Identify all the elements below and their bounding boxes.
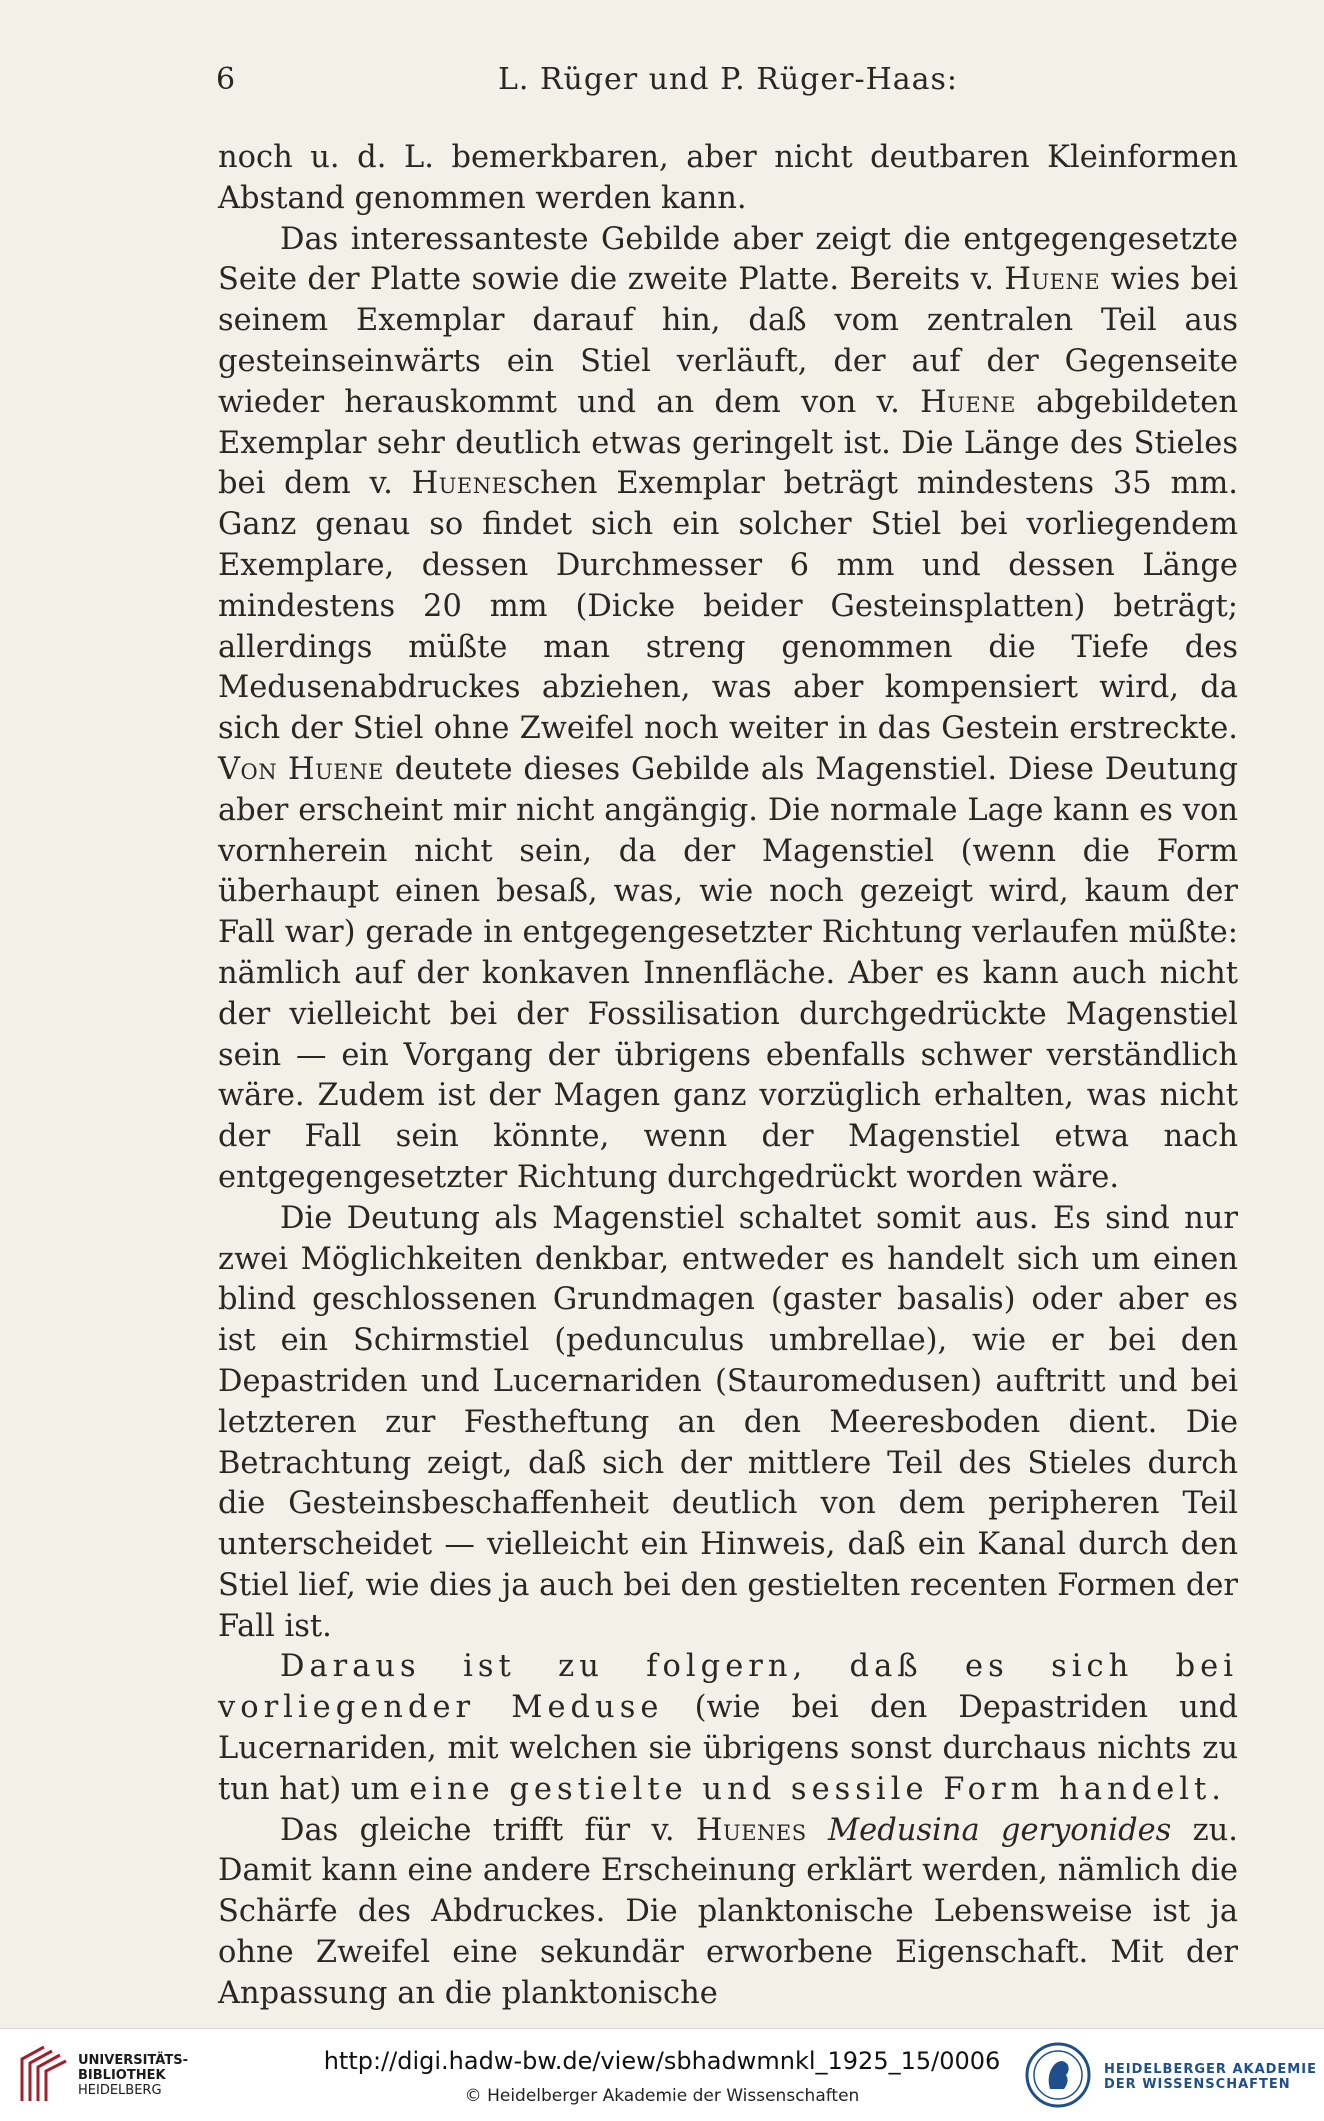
author-prefix-von: Von (218, 751, 278, 787)
p2-text-d: schen Exemplar beträgt mindestens 35 mm. Ganz genau so findet sich ein solcher Stiel bei vorliegendem Exemplare, dessen Durchmesser 6 mm und dessen Länge mindestens 20 mm (Dicke beider Gesteinsplatten) beträgt; allerdings müßte man streng genommen die Tiefe des Medusenabdruckes abziehen, was aber kompensiert wird, da sich der Stiel ohne Zweifel noch weiter in das Gestein erstreckte. (218, 466, 1238, 747)
author-name-huene: Huene (1004, 262, 1101, 298)
footer-bar (0, 2028, 1324, 2121)
species-name: Medusina geryonides (827, 1812, 1172, 1848)
page-header (216, 62, 1240, 110)
permalink-url[interactable]: http://digi.hadw-bw.de/view/sbhadwmnkl_1925_15/0006 (323, 2047, 1001, 2075)
p5-genitive-s: s (791, 1812, 807, 1848)
library-name-line2: BIBLIOTHEK (78, 2068, 166, 2083)
academy-name (1104, 2062, 1317, 2092)
p2-text-a: Das interessanteste Gebilde aber zeigt die entgegengesetzte Seite der Platte sowie die zweite Platte. Bereits v. (218, 221, 1238, 298)
paragraph-3-text: Die Deutung als Magenstiel schaltet somit aus. Es sind nur zwei Möglichkeiten denkbar, entweder es handelt sich um einen blind geschlossenen Grundmagen (gaster basalis) oder aber es ist ein Schirmstiel (pedunculus umbrellae), wie er bei den Depastriden und Lucernariden (Stauromedusen) auftritt und bei letzteren zur Festheftung an den Meeresboden dient. Die Betrachtung zeigt, daß sich der mittlere Teil des Stieles durch die Gesteinsbeschaffenheit deutlich von dem peripheren Teil unterscheidet — vielleicht ein Hinweis, daß ein Kanal durch den Stiel lief, wie dies ja auch bei den gestielten recenten Formen der Fall ist. (218, 1200, 1238, 1644)
academy-name-line2: DER WISSENSCHAFTEN (1104, 2077, 1291, 2092)
p2-text-b: wies bei seinem Exemplar darauf hin, daß vom zentralen Teil aus gesteinseinwärts ein Stiel verläuft, der auf der Gegenseite wieder herauskommt und an dem von v. (218, 262, 1238, 420)
copyright-notice: © Heidelberger Akademie der Wissenschaften (464, 2086, 860, 2106)
p2-text-e: deutete dieses Gebilde als Magenstiel. Diese Deutung aber erscheint mir nicht angängig. Die normale Lage kann es von vornherein nicht sein, da der Magenstiel (wenn die Form überhaupt einen besaß, was, wie noch gezeigt wird, kaum der Fall war) gerade in entgegengesetzter Richtung verlaufen müßte: nämlich auf der konkaven Innenfläche. Aber es kann auch nicht der vielleicht bei der Fossilisation durchgedrückte Magenstiel sein — ein Vorgang der übrigens ebenfalls schwer verständlich wäre. Zudem ist der Magen ganz vorzüglich erhalten, was nicht der Fall sein könnte, wenn der Magenstiel etwa nach entgegengesetzter Richtung durchgedrückt worden wäre. (218, 751, 1239, 1195)
paragraph-1-text: noch u. d. L. bemerkbaren, aber nicht deutbaren Kleinformen Abstand genommen werden kann. (218, 140, 1238, 216)
paragraph-1 (218, 138, 1238, 220)
p4-spaced-text-a: Daraus ist zu folgern, daß es sich bei vorliegender Meduse (218, 1649, 1238, 1726)
author-name-huene: Huene (920, 384, 1016, 420)
p4-spaced-text-c: eine gestielte und sessile Form handelt. (409, 1771, 1226, 1807)
academy-seal-icon (1024, 2039, 1092, 2111)
p2-text-c: abgebildeten Exemplar sehr deutlich etwas geringelt ist. Die Länge des Stieles bei dem v. (218, 384, 1238, 502)
p4-text-b: (wie bei den Depastriden und Lucernariden, mit welchen sie übrigens sonst durchaus nichts zu tun hat) um (218, 1690, 1238, 1807)
paragraph-2 (218, 220, 1238, 1199)
academy-name-line1: HEIDELBERGER AKADEMIE (1104, 2062, 1317, 2077)
paragraph-5 (218, 1811, 1238, 2015)
author-name-huene: Huene (695, 1812, 792, 1848)
library-name-line1: UNIVERSITÄTS- (78, 2053, 188, 2068)
author-name-huene: Huene (411, 466, 508, 502)
running-title: L. Rüger und P. Rüger-Haas: (497, 62, 959, 97)
library-name-line3: HEIDELBERG (78, 2083, 162, 2098)
paragraph-3 (218, 1199, 1238, 1648)
author-name-huene: Huene (288, 751, 384, 787)
page-number: 6 (216, 62, 236, 97)
p5-text-c: zu. Damit kann eine andere Erscheinung erklärt werden, nämlich die Schärfe des Abdruckes. Die planktonische Lebensweise ist ja ohne Zweifel eine sekundär erworbene Eigenschaft. Mit der Anpassung an die planktonische (218, 1812, 1239, 2011)
paragraph-4 (218, 1647, 1238, 1810)
body-text (218, 138, 1238, 2015)
p5-text-a: Das gleiche trifft für v. (280, 1812, 675, 1848)
